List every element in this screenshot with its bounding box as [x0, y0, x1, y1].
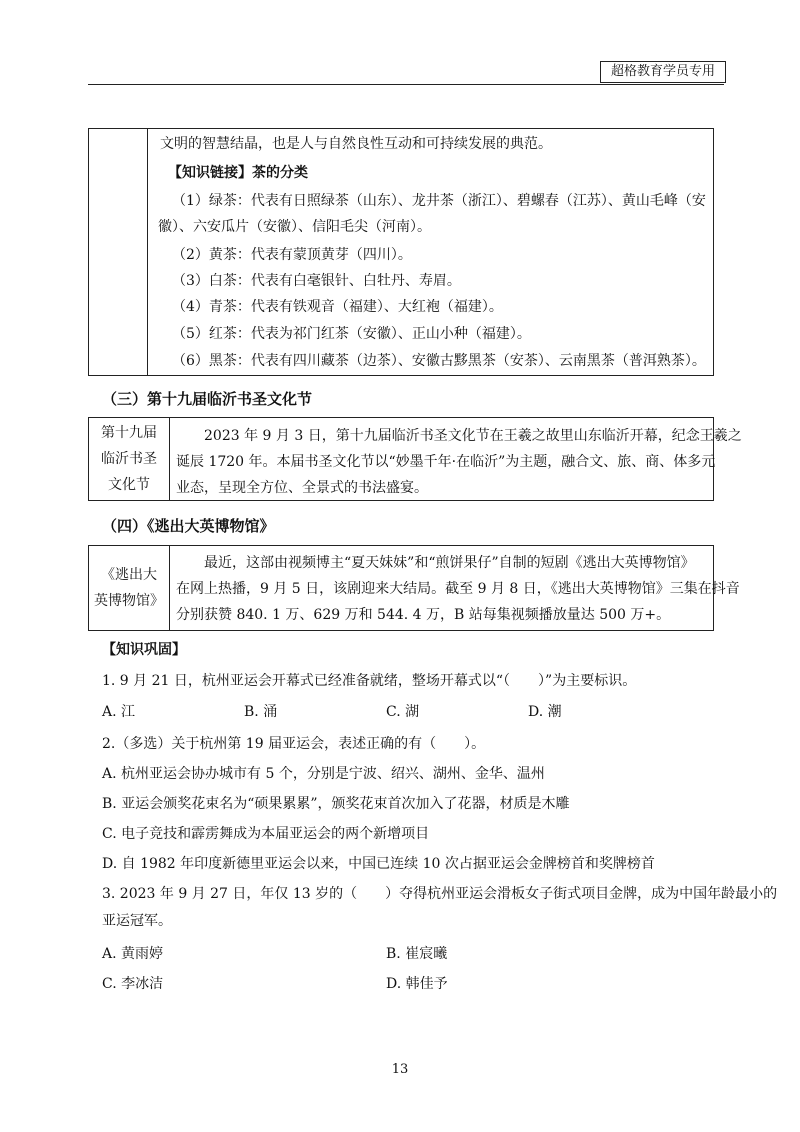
tea-line: （1）绿茶：代表有日照绿茶（山东）、龙井茶（浙江）、碧螺春（江苏）、黄山毛峰（安 [172, 193, 706, 209]
q1-option: B. 涌 [244, 704, 278, 720]
tea-line: （3）白茶：代表有白毫银针、白牡丹、寿眉。 [172, 273, 461, 289]
section4-title: （四）《逃出大英博物馆》 [102, 517, 275, 535]
q2-option: D. 自 1982 年印度新德里亚运会以来，中国已连续 10 次占据亚运会金牌榜首和奖牌榜首 [102, 856, 655, 872]
q3-option: B. 崔宸曦 [386, 946, 448, 962]
section3-table [88, 417, 742, 501]
tea-line: （5）红茶：代表为祁门红茶（安徽）、正山小种（福建）。 [172, 326, 531, 342]
question-2: 2.（多选）关于杭州第 19 届亚运会，表述正确的有（ ）。 [102, 736, 486, 752]
section3-line: 业态，呈现全方位、全景式的书法盛宴。 [176, 480, 428, 496]
section3-label-line: 临沂书圣 [101, 451, 157, 467]
question-1: 1. 9 月 21 日，杭州亚运会开幕式已经准备就绪，整场开幕式以“（ ）”为主要标识。 [102, 673, 637, 689]
q3-option: A. 黄雨婷 [102, 946, 164, 962]
tea-table-left-cell [89, 129, 148, 375]
section4-line: 分别获赞 840. 1 万、629 万和 544. 4 万，B 站每集视频播放量达 500 万+。 [176, 607, 671, 623]
q2-option: A. 杭州亚运会协办城市有 5 个，分别是宁波、绍兴、湖州、金华、温州 [102, 766, 545, 782]
q2-option: C. 电子竞技和霹雳舞成为本届亚运会的两个新增项目 [102, 826, 430, 842]
section4-label-line: 英博物馆》 [94, 593, 164, 609]
q2-option: B. 亚运会颁奖花束名为“硕果累累”，颁奖花束首次加入了花器，材质是木雕 [102, 796, 570, 812]
section4-label-cell [89, 546, 170, 630]
section3-label-cell [89, 418, 170, 500]
section4-label-line: 《逃出大 [101, 567, 157, 583]
section3-title: （三）第十九届临沂书圣文化节 [102, 390, 313, 408]
tea-line: （2）黄茶：代表有蒙顶黄芽（四川）。 [172, 247, 412, 263]
header-rule [88, 84, 724, 85]
page-number: 13 [391, 1062, 409, 1077]
tea-intro: 文明的智慧结晶，也是人与自然良性互动和可持续发展的典范。 [160, 136, 552, 152]
tea-table-right-cell [148, 129, 713, 375]
q1-option: D. 潮 [528, 704, 562, 720]
q1-option: C. 湖 [386, 704, 420, 720]
q3-option: C. 李冰洁 [102, 976, 164, 992]
question-3-line1: 3. 2023 年 9 月 27 日，年仅 13 岁的（ ）夺得杭州亚运会滑板女子街式项目金牌，成为中国年龄最小的 [102, 886, 778, 902]
quiz-title: 【知识巩固】 [102, 642, 186, 658]
q1-option: A. 江 [102, 704, 136, 720]
q3-option: D. 韩佳予 [386, 976, 448, 992]
section3-label-line: 第十九届 [101, 425, 157, 441]
section4-line: 在网上热播，9 月 5 日，该剧迎来大结局。截至 9 月 8 日，《逃出大英博物馆》三集在抖音 [176, 581, 740, 597]
section3-line: 诞辰 1720 年。本届书圣文化节以“妙墨千年·在临沂”为主题，融合文、旅、商、体多元 [176, 454, 716, 470]
tea-line: （4）青茶：代表有铁观音（福建）、大红袍（福建）。 [172, 299, 503, 315]
question-3-line2: 亚运冠军。 [102, 913, 172, 929]
tea-line: （6）黑茶：代表有四川藏茶（边茶）、安徽古黟黑茶（安茶）、云南黑茶（普洱熟茶）。 [172, 353, 706, 369]
section4-content-cell [170, 546, 740, 630]
section3-label-line: 文化节 [108, 477, 150, 493]
section3-content-cell [170, 418, 742, 500]
section4-table [88, 545, 740, 631]
header-label: 超格教育学员专用 [600, 61, 726, 83]
tea-line: 徽）、六安瓜片（安徽）、信阳毛尖（河南）。 [158, 219, 431, 235]
tea-link-title: 【知识链接】茶的分类 [168, 165, 308, 181]
section3-line: 2023 年 9 月 3 日，第十九届临沂书圣文化节在王羲之故里山东临沂开幕，纪念王羲之 [204, 428, 742, 444]
tea-table [88, 128, 714, 376]
section4-line: 最近，这部由视频博主“夏天妹妹”和“煎饼果仔”自制的短剧《逃出大英博物馆》 [204, 555, 695, 571]
